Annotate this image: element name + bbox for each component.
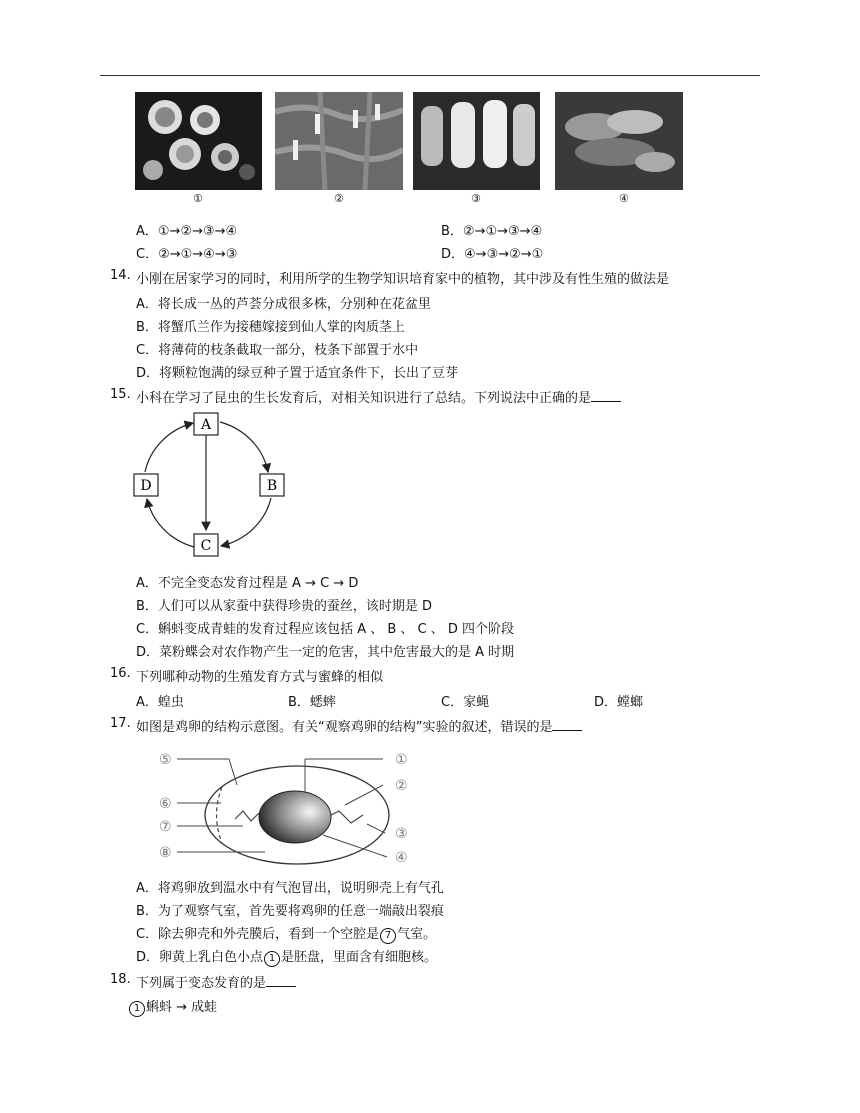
label-d: D [140, 478, 152, 494]
q15-stem-text: 小科在学习了昆虫的生长发育后，对相关知识进行了总结。下列说法中正确的是 [136, 391, 592, 406]
option-key: B． [288, 695, 310, 710]
arc-a-b [220, 422, 268, 472]
option-key: A． [136, 881, 158, 896]
q14-option-d[interactable] [136, 362, 458, 381]
q16-option-d[interactable] [594, 691, 643, 710]
option-text: 将长成一丛的芦荟分成很多株，分别种在花盆里 [157, 297, 431, 312]
photo-label-3: ③ [471, 192, 481, 205]
answer-blank[interactable] [552, 718, 582, 731]
egg-yolk [259, 791, 331, 843]
answer-blank[interactable] [266, 974, 296, 987]
option-key: A． [136, 576, 158, 591]
q15-option-b[interactable] [136, 595, 432, 614]
answer-blank[interactable] [591, 389, 621, 402]
q18-item-text: 蝌蚪 → 成蛙 [146, 1000, 218, 1015]
q17-option-b[interactable] [136, 900, 444, 919]
photo-label-2: ② [334, 192, 344, 205]
q13-option-a[interactable] [136, 220, 237, 239]
option-text: 将蟹爪兰作为接穗嫁接到仙人掌的肉质茎上 [157, 320, 405, 335]
option-text: ②→①→③→④ [462, 224, 543, 239]
q17-number: 17. [110, 716, 131, 731]
q14-stem: 小刚在居家学习的同时，利用所学的生物学知识培育家中的植物，其中涉及有性生殖的做法是 [136, 272, 670, 287]
egg-label-5: ⑤ [159, 752, 172, 768]
q15-option-c[interactable] [136, 618, 514, 637]
q13-option-d[interactable] [441, 243, 543, 262]
option-text: 为了观察气室，首先要将鸡卵的任意一端敲出裂痕 [157, 904, 444, 919]
option-key: B． [136, 320, 158, 335]
circled-number: 1 [129, 1001, 145, 1017]
option-text: ①→②→③→④ [157, 224, 238, 239]
q14-option-b[interactable] [136, 316, 405, 335]
option-key: C． [441, 695, 464, 710]
option-key: D． [594, 695, 618, 710]
q18-stem-text: 下列属于变态发育的是 [136, 976, 267, 991]
option-key: C． [136, 247, 159, 262]
photo-larvae [275, 92, 403, 190]
q15-stem [136, 387, 621, 406]
option-key: D． [136, 366, 160, 381]
circled-number: 7 [380, 928, 396, 944]
q16-option-a[interactable] [136, 691, 184, 710]
q16-number: 16. [110, 666, 131, 681]
photo-pupae [413, 92, 540, 190]
q14-option-a[interactable] [136, 293, 431, 312]
q15-option-d[interactable] [136, 641, 514, 660]
q18-stem [136, 972, 296, 991]
label-c: C [200, 538, 212, 554]
q14-option-c[interactable] [136, 339, 418, 358]
option-text: 蝗虫 [157, 695, 184, 710]
arc-c-d [147, 499, 194, 547]
option-key: A． [136, 695, 158, 710]
option-key: B． [441, 224, 463, 239]
option-text: 人们可以从家蚕中获得珍贵的蚕丝，该时期是 D [157, 599, 433, 614]
q18-item-1 [128, 996, 217, 1017]
q16-option-c[interactable] [441, 691, 489, 710]
q17-stem-text: 如图是鸡卵的结构示意图。有关“观察鸡卵的结构”实验的叙述，错误的是 [136, 720, 553, 735]
q16-option-b[interactable] [288, 691, 336, 710]
option-text: ④→③→②→① [464, 247, 544, 262]
option-key: C． [136, 622, 159, 637]
q13-option-b[interactable] [441, 220, 542, 239]
q17-option-d[interactable] [136, 946, 437, 967]
option-key: A． [136, 297, 158, 312]
label-b: B [266, 478, 278, 494]
option-text: 将薄荷的枝条截取一部分，枝条下部置于水中 [158, 343, 419, 358]
header-rule [100, 75, 760, 76]
photo-label-1: ① [193, 192, 203, 205]
egg-label-3: ③ [395, 826, 408, 842]
egg-label-7: ⑦ [159, 819, 172, 835]
option-key: D． [441, 247, 465, 262]
option-text: 将鸡卵放到温水中有气泡冒出，说明卵壳上有气孔 [157, 881, 444, 896]
photo-eggs [135, 92, 262, 190]
q17-option-a[interactable] [136, 877, 444, 896]
option-text: 菜粉蝶会对农作物产生一定的危害，其中危害最大的是 A 时期 [159, 645, 515, 660]
option-text: 螳螂 [617, 695, 644, 710]
option-text: 蟋蟀 [309, 695, 336, 710]
option-text: ②→①→④→③ [158, 247, 238, 262]
option-key: D． [136, 950, 160, 965]
option-text: 家蝇 [463, 695, 490, 710]
option-text: 将颗粒饱满的绿豆种子置于适宜条件下，长出了豆芽 [159, 366, 459, 381]
option-text: 卵黄上乳白色小点 [159, 950, 264, 965]
q15-number: 15. [110, 387, 131, 402]
q15-option-a[interactable] [136, 572, 358, 591]
egg-structure-diagram [155, 745, 415, 870]
circled-number: 1 [264, 951, 280, 967]
option-text: 蝌蚪变成青蛙的发育过程应该包括 A 、 B 、 C 、 D 四个阶段 [158, 622, 515, 637]
option-key: C． [136, 927, 159, 942]
egg-label-2: ② [395, 778, 408, 794]
option-key: B． [136, 904, 158, 919]
arc-d-a [145, 423, 193, 472]
photo-label-4: ④ [619, 192, 629, 205]
q17-option-c[interactable] [136, 923, 436, 944]
egg-label-6: ⑥ [159, 796, 172, 812]
egg-label-1: ① [395, 752, 408, 768]
option-key: D． [136, 645, 160, 660]
q13-option-c[interactable] [136, 243, 237, 262]
option-text: 不完全变态发育过程是 A → C → D [157, 576, 359, 591]
option-key: C． [136, 343, 159, 358]
option-text-tail: 是胚盘，里面含有细胞核。 [281, 950, 438, 965]
option-text-tail: 气室。 [397, 927, 437, 942]
life-cycle-diagram [128, 410, 298, 565]
q18-number: 18. [110, 972, 131, 987]
q14-number: 14. [110, 268, 131, 283]
photo-adult-bees [555, 92, 683, 190]
option-key: A． [136, 224, 158, 239]
egg-label-4: ④ [395, 850, 408, 866]
label-a: A [200, 417, 212, 433]
q17-stem [136, 716, 582, 735]
egg-label-8: ⑧ [159, 845, 172, 861]
option-text: 除去卵壳和外壳膜后，看到一个空腔是 [158, 927, 380, 942]
option-key: B． [136, 599, 158, 614]
q16-stem: 下列哪种动物的生殖发育方式与蜜蜂的相似 [136, 670, 384, 685]
arc-b-c [221, 498, 271, 546]
